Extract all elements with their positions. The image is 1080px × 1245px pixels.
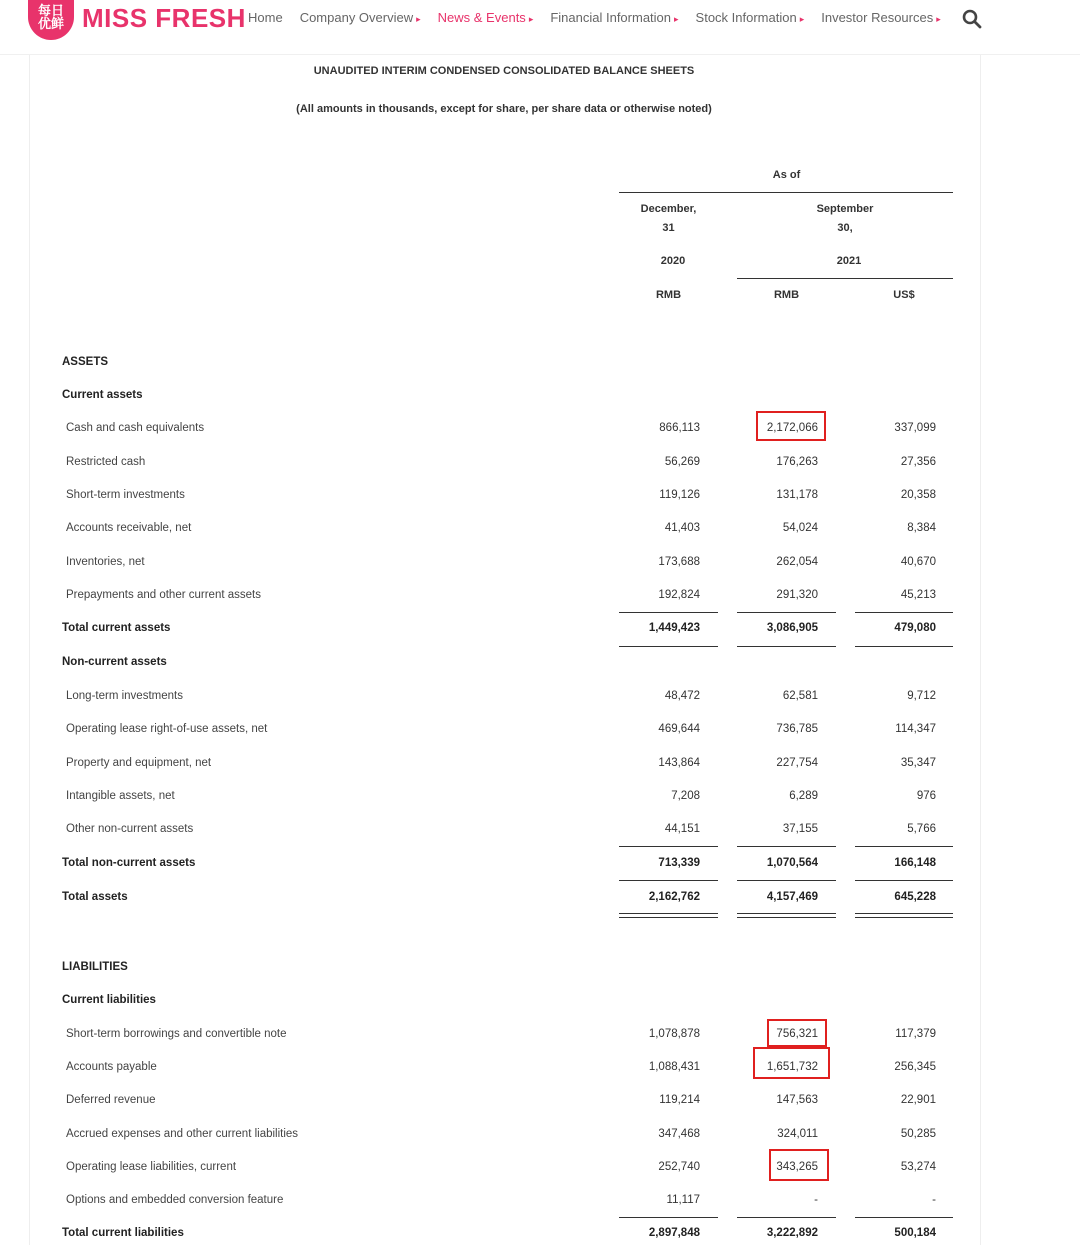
section-liabilities: LIABILITIES: [62, 961, 128, 973]
nav-label: Financial Information: [550, 10, 672, 25]
caret-right-icon: ▸: [674, 14, 679, 24]
main-nav: [248, 10, 958, 25]
logo-badge-line1: 每日: [37, 3, 64, 18]
subtotal-rule: [855, 846, 953, 847]
row-value: 173,688: [658, 556, 700, 568]
row-value: 469,644: [658, 723, 700, 735]
row-value: 143,864: [658, 757, 700, 769]
row-label: Total non-current assets: [62, 857, 196, 869]
row-value: 40,670: [900, 556, 936, 568]
row-label: Deferred revenue: [66, 1094, 156, 1106]
logo-badge-line2: 优鲜: [37, 16, 64, 31]
double-rule: [619, 913, 718, 918]
row-value: 1,070,564: [766, 857, 818, 869]
row-label: Inventories, net: [66, 556, 145, 568]
row-value: 479,080: [894, 622, 936, 634]
row-label: Other non-current assets: [66, 823, 194, 835]
row-value: 1,088,431: [648, 1061, 700, 1073]
row-label: Total current assets: [62, 622, 171, 634]
section-assets: ASSETS: [62, 356, 109, 368]
row-value: 22,901: [900, 1094, 936, 1106]
row-value: 347,468: [658, 1128, 700, 1140]
row-value: 50,285: [900, 1128, 936, 1140]
row-value: 2,172,066: [766, 422, 818, 434]
row-value: 713,339: [658, 857, 700, 869]
nav-label: Investor Resources: [821, 10, 934, 25]
row-value: 176,263: [776, 456, 818, 468]
row-label: Options and embedded conversion feature: [66, 1194, 284, 1206]
col23-date-day: 30,: [837, 222, 853, 234]
col1-year: 2020: [660, 255, 686, 267]
highlight-box: [753, 1047, 830, 1079]
row-value: 756,321: [776, 1028, 818, 1040]
subtotal-rule: [619, 612, 718, 613]
subtotal-rule: [855, 1217, 953, 1218]
row-value: 35,347: [900, 757, 936, 769]
row-value: 256,345: [894, 1061, 936, 1073]
row-value: 736,785: [776, 723, 818, 735]
row-value: 117,379: [895, 1028, 936, 1040]
row-value: 500,184: [894, 1227, 936, 1239]
row-value: 866,113: [659, 422, 700, 434]
row-label: Intangible assets, net: [66, 790, 175, 802]
row-value: -: [932, 1194, 936, 1206]
row-value: 37,155: [782, 823, 818, 835]
row-value: 62,581: [782, 690, 818, 702]
row-value: 3,086,905: [766, 622, 818, 634]
as-of-header: As of: [772, 169, 801, 181]
section-current-assets: Current assets: [62, 389, 143, 401]
nav-company-overview[interactable]: [300, 10, 421, 25]
row-value: 8,384: [907, 522, 936, 534]
total-rule: [855, 880, 953, 881]
row-value: 645,228: [894, 891, 936, 903]
row-label: Accounts payable: [66, 1061, 157, 1073]
subtotal-rule: [737, 612, 836, 613]
row-value: 45,213: [900, 589, 936, 601]
nav-label: Home: [248, 10, 283, 25]
col23-year: 2021: [836, 255, 862, 267]
row-value: 166,148: [894, 857, 936, 869]
currency-col3: US$: [893, 289, 915, 301]
caret-right-icon: ▸: [416, 14, 421, 24]
row-value: 291,320: [776, 589, 818, 601]
subtotal-rule: [619, 1217, 718, 1218]
row-label: Operating lease right-of-use assets, net: [66, 723, 268, 735]
row-value: 3,222,892: [766, 1227, 818, 1239]
search-icon[interactable]: [962, 9, 982, 29]
year-rule: [737, 278, 953, 279]
row-value: 227,754: [776, 757, 818, 769]
row-label: Accounts receivable, net: [66, 522, 192, 534]
row-value: 252,740: [658, 1161, 700, 1173]
report-subtitle: (All amounts in thousands, except for share, per share data or otherwise noted): [296, 103, 712, 115]
total-rule: [619, 880, 718, 881]
subtotal-rule: [855, 612, 953, 613]
row-label: Accrued expenses and other current liabilities: [66, 1128, 299, 1140]
row-label: Long-term investments: [66, 690, 183, 702]
row-value: 131,178: [776, 489, 818, 501]
total-rule: [737, 880, 836, 881]
nav-label: Stock Information: [695, 10, 797, 25]
currency-col1: RMB: [655, 289, 682, 301]
section-non-current-assets: Non-current assets: [62, 656, 167, 668]
section-current-liabilities: Current liabilities: [62, 994, 156, 1006]
highlight-box: [767, 1019, 827, 1047]
report-title: UNAUDITED INTERIM CONDENSED CONSOLIDATED BALANCE SHEETS: [313, 65, 695, 77]
highlight-box: [769, 1149, 829, 1181]
total-rule: [737, 646, 836, 647]
currency-col2: RMB: [773, 289, 800, 301]
caret-right-icon: ▸: [936, 14, 941, 24]
row-value: 56,269: [664, 456, 700, 468]
row-label: Short-term investments: [66, 489, 185, 501]
row-value: 147,563: [776, 1094, 818, 1106]
row-value: 7,208: [671, 790, 700, 802]
row-value: 2,897,848: [648, 1227, 700, 1239]
nav-label: News & Events: [437, 10, 526, 25]
subtotal-rule: [619, 846, 718, 847]
nav-investor-resources[interactable]: [821, 10, 941, 25]
site-header: [0, 0, 1080, 55]
highlight-box: [756, 411, 826, 441]
row-value: 44,151: [664, 823, 700, 835]
row-value: -: [814, 1194, 818, 1206]
row-value: 5,766: [907, 823, 936, 835]
col1-date: December,: [640, 203, 697, 215]
row-value: 119,126: [659, 489, 700, 501]
row-value: 114,347: [895, 723, 936, 735]
row-value: 27,356: [900, 456, 936, 468]
row-value: 53,274: [900, 1161, 936, 1173]
row-value: 119,214: [659, 1094, 700, 1106]
row-value: 1,078,878: [648, 1028, 700, 1040]
row-value: 48,472: [664, 690, 700, 702]
row-value: 2,162,762: [648, 891, 700, 903]
row-value: 192,824: [658, 589, 700, 601]
row-value: 6,289: [789, 790, 818, 802]
row-label: Total assets: [62, 891, 128, 903]
row-value: 1,651,732: [766, 1061, 818, 1073]
nav-financial-information[interactable]: [550, 10, 678, 25]
row-value: 324,011: [777, 1128, 818, 1140]
row-label: Restricted cash: [66, 456, 146, 468]
row-value: 343,265: [776, 1161, 818, 1173]
header-rule: [619, 192, 953, 193]
row-value: 41,403: [664, 522, 700, 534]
row-value: 262,054: [776, 556, 818, 568]
brand-name[interactable]: MISS FRESH: [82, 3, 246, 33]
col1-date-day: 31: [662, 222, 675, 234]
row-value: 976: [916, 790, 936, 802]
row-value: 4,157,469: [766, 891, 818, 903]
subtotal-rule: [737, 1217, 836, 1218]
logo-badge[interactable]: [28, 0, 74, 40]
col23-date: September: [816, 203, 874, 215]
caret-right-icon: ▸: [799, 14, 805, 24]
subtotal-rule: [737, 846, 836, 847]
row-label: Prepayments and other current assets: [66, 589, 261, 601]
row-value: 11,117: [666, 1194, 700, 1206]
nav-news-events[interactable]: [438, 10, 534, 25]
double-rule: [737, 913, 836, 918]
row-value: 9,712: [907, 690, 936, 702]
row-label: Total current liabilities: [62, 1227, 184, 1239]
row-value: 54,024: [782, 522, 818, 534]
total-rule: [855, 646, 953, 647]
row-label: Operating lease liabilities, current: [66, 1161, 237, 1173]
nav-stock-information[interactable]: [696, 10, 805, 25]
row-label: Property and equipment, net: [66, 757, 212, 769]
row-value: 20,358: [900, 489, 936, 501]
row-label: Cash and cash equivalents: [66, 422, 205, 434]
row-label: Short-term borrowings and convertible note: [66, 1028, 287, 1040]
double-rule: [855, 913, 953, 918]
row-value: 337,099: [894, 422, 936, 434]
nav-label: Company Overview: [299, 10, 414, 25]
row-value: 1,449,423: [648, 622, 700, 634]
nav-home[interactable]: [248, 10, 283, 25]
total-rule: [619, 646, 718, 647]
caret-right-icon: ▸: [528, 14, 534, 24]
